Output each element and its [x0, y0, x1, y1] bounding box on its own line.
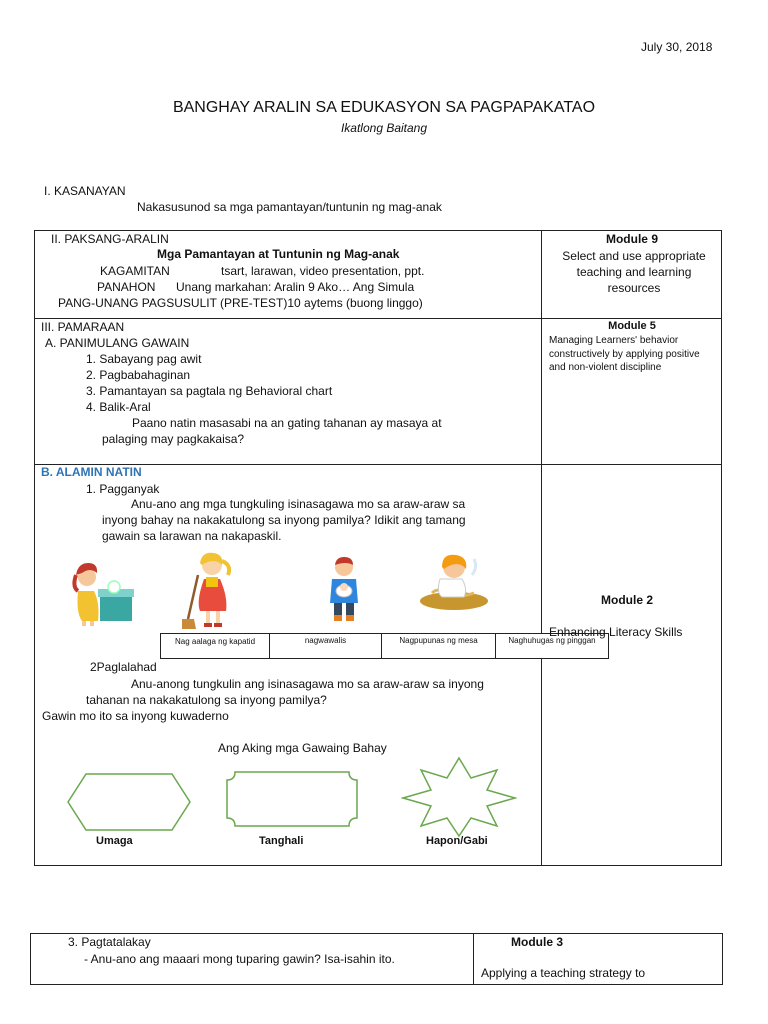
- star-shape: [401, 756, 517, 838]
- module-9-title: Module 9: [605, 232, 658, 246]
- caption-cell: nagwawalis: [269, 633, 382, 659]
- balik-aral-question-line2: palaging may pagkakaisa?: [102, 432, 245, 446]
- module-2-title: Module 2: [601, 593, 654, 607]
- pretest-text: PANG-UNANG PAGSUSULIT (PRE-TEST)10 aytems (buong linggo): [58, 296, 423, 310]
- pamaraan-item-1: 1. Sabayang pag awit: [86, 352, 202, 366]
- kasanayan-text: Nakasusunod sa mga pamantayan/tuntunin ng mag-anak: [137, 200, 442, 214]
- gawaing-bahay-title: Ang Aking mga Gawaing Bahay: [218, 741, 387, 755]
- panimulang-gawain-heading: A. PANIMULANG GAWAIN: [45, 336, 190, 350]
- panahon-value: Unang markahan: Aralin 9 Ako… Ang Simula: [176, 280, 415, 294]
- module-9-desc: Select and use appropriate teaching and learning resources: [562, 249, 706, 295]
- shape-label-umaga: Umaga: [96, 835, 133, 847]
- module-3-desc: Applying a teaching strategy to: [481, 966, 646, 980]
- pamaraan-item-4: 4. Balik-Aral: [86, 400, 151, 414]
- pagganyak-heading: 1. Pagganyak: [86, 482, 160, 496]
- pagganyak-text-line1: Anu-ano ang mga tungkuling isinasagawa mo sa araw-araw sa: [131, 497, 466, 511]
- paksang-aralin-heading: II. PAKSANG-ARALIN: [51, 232, 169, 246]
- table-row-divider: [34, 318, 722, 319]
- girl-sweeping-illustration: [182, 549, 240, 631]
- pagganyak-text-line3: gawain sa larawan na nakapaskil.: [102, 529, 282, 543]
- pamaraan-item-3: 3. Pamantayan sa pagtala ng Behavioral chart: [86, 384, 333, 398]
- alamin-natin-heading: B. ALAMIN NATIN: [41, 465, 142, 479]
- caption-cell: Naghuhugas ng pinggan: [495, 633, 609, 659]
- bottom-table-divider: [473, 933, 474, 985]
- paglalahad-text-line2: tahanan na nakakatulong sa inyong pamilya?: [86, 693, 327, 707]
- pagtatalakay-heading: 3. Pagtatalakay: [68, 935, 151, 949]
- shape-label-tanghali: Tanghali: [259, 835, 304, 847]
- hexagon-shape: [66, 772, 192, 832]
- module-3-title: Module 3: [511, 935, 564, 949]
- paglalahad-text-line1: Anu-anong tungkulin ang isinasagawa mo sa araw-araw sa inyong: [131, 677, 484, 691]
- page-title: BANGHAY ARALIN SA EDUKASYON SA PAGPAPAKATAO: [172, 99, 596, 116]
- scalloped-frame-shape: [225, 770, 359, 828]
- pamaraan-heading: III. PAMARAAN: [41, 320, 125, 334]
- module-5-desc: Managing Learners' behavior constructively by applying positive and non-violent discipline: [549, 335, 700, 373]
- pagganyak-text-line2: inyong bahay na nakakatulong sa inyong pamilya? Idikit ang tamang: [102, 513, 466, 527]
- paglalahad-heading: 2Paglalahad: [90, 660, 157, 674]
- shape-label-hapon-gabi: Hapon/Gabi: [426, 835, 488, 847]
- paglalahad-text-line3: Gawin mo ito sa inyong kuwaderno: [42, 709, 229, 723]
- kagamitan-label: KAGAMITAN: [100, 264, 170, 278]
- girl-washing-dishes-illustration: [70, 555, 136, 627]
- topic-title: Mga Pamantayan at Tuntunin ng Mag-anak: [157, 247, 400, 261]
- page-subtitle: Ikatlong Baitang: [340, 121, 428, 135]
- date: July 30, 2018: [641, 40, 713, 54]
- caption-cell: Nag aalaga ng kapatid: [160, 633, 270, 659]
- module-5-title: Module 5: [608, 320, 656, 332]
- kagamitan-value: tsart, larawan, video presentation, ppt.: [221, 264, 425, 278]
- kasanayan-heading: I. KASANAYAN: [44, 184, 126, 198]
- boy-caring-baby-illustration: [326, 555, 362, 625]
- panahon-label: PANAHON: [97, 280, 156, 294]
- caption-cell: Nagpupunas ng mesa: [381, 633, 496, 659]
- pagtatalakay-text: - Anu-ano ang maaari mong tuparing gawin? Isa-isahin ito.: [84, 952, 395, 966]
- module-2-desc: Enhancing Literacy Skills: [549, 625, 683, 639]
- balik-aral-question-line1: Paano natin masasabi na an gating tahanan ay masaya at: [132, 416, 442, 430]
- pamaraan-item-2: 2. Pagbabahaginan: [86, 368, 191, 382]
- girl-wiping-table-illustration: [418, 553, 490, 613]
